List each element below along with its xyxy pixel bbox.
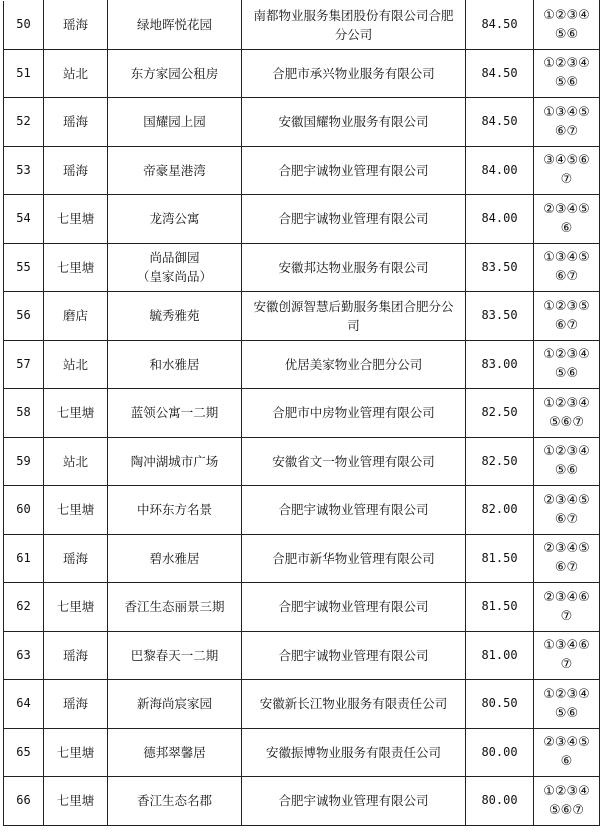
row-number: 50 bbox=[4, 1, 44, 50]
company-name-line: 合肥宇诚物业管理有限公司 bbox=[278, 502, 429, 518]
company-cell bbox=[242, 583, 466, 632]
community-name-cell bbox=[108, 777, 242, 826]
company-name-line: 安徽国耀物业服务有限公司 bbox=[278, 114, 429, 130]
codes-line: ③④⑤⑥ bbox=[543, 153, 590, 169]
row-number: 53 bbox=[4, 146, 44, 195]
codes-cell bbox=[534, 728, 600, 777]
codes-line: ①②③⑤ bbox=[543, 298, 590, 314]
community-name-line: 蓝领公寓一二期 bbox=[130, 405, 219, 421]
table-row bbox=[4, 292, 600, 341]
codes-cell bbox=[534, 243, 600, 292]
score-cell: 83.50 bbox=[466, 292, 534, 341]
row-number: 52 bbox=[4, 98, 44, 147]
codes-cell bbox=[534, 146, 600, 195]
community-name-line: 东方家园公租房 bbox=[130, 65, 219, 81]
company-cell bbox=[242, 728, 466, 777]
score-cell: 80.00 bbox=[466, 777, 534, 826]
table-row bbox=[4, 146, 600, 195]
company-cell bbox=[242, 486, 466, 535]
ranking-table bbox=[3, 0, 600, 826]
table-body bbox=[4, 1, 600, 826]
company-cell bbox=[242, 534, 466, 583]
area-cell: 瑶海 bbox=[44, 534, 108, 583]
codes-line: ①②③④ bbox=[543, 686, 590, 702]
community-name-cell bbox=[108, 437, 242, 486]
company-cell bbox=[242, 195, 466, 244]
codes-line: ⑤⑥ bbox=[554, 463, 579, 479]
community-name-line: 新海尚宸家园 bbox=[136, 696, 212, 712]
company-name-line: 优居美家物业合肥分公司 bbox=[284, 356, 423, 372]
company-cell bbox=[242, 680, 466, 729]
row-number: 61 bbox=[4, 534, 44, 583]
community-name-cell bbox=[108, 680, 242, 729]
score-cell: 84.50 bbox=[466, 1, 534, 50]
company-cell bbox=[242, 1, 466, 50]
row-number: 51 bbox=[4, 49, 44, 98]
table-row bbox=[4, 728, 600, 777]
area-cell: 瑶海 bbox=[44, 680, 108, 729]
row-number: 66 bbox=[4, 777, 44, 826]
community-name-cell bbox=[108, 195, 242, 244]
company-cell bbox=[242, 777, 466, 826]
codes-line: ①③④⑤ bbox=[543, 250, 590, 266]
community-name-cell bbox=[108, 728, 242, 777]
community-name-cell bbox=[108, 98, 242, 147]
table-row bbox=[4, 243, 600, 292]
area-cell: 七里塘 bbox=[44, 389, 108, 438]
codes-line: ①②③④ bbox=[543, 7, 590, 23]
company-cell bbox=[242, 146, 466, 195]
area-cell: 站北 bbox=[44, 49, 108, 98]
codes-cell bbox=[534, 98, 600, 147]
table-row bbox=[4, 49, 600, 98]
codes-cell bbox=[534, 437, 600, 486]
community-name-cell bbox=[108, 631, 242, 680]
community-name-line: 国耀园上园 bbox=[143, 114, 206, 130]
codes-line: ②③④⑤ bbox=[543, 201, 590, 217]
community-name-line: 毓秀雅苑 bbox=[149, 308, 200, 324]
codes-line: ⑥⑦ bbox=[554, 123, 579, 139]
community-name-line: 陶冲湖城市广场 bbox=[130, 453, 219, 469]
company-name-line: 司 bbox=[347, 317, 360, 333]
area-cell: 七里塘 bbox=[44, 486, 108, 535]
community-name-cell bbox=[108, 146, 242, 195]
codes-line: ②③④⑤ bbox=[543, 492, 590, 508]
codes-cell bbox=[534, 1, 600, 50]
community-name-cell bbox=[108, 583, 242, 632]
company-name-line: 安徽省文一物业管理有限公司 bbox=[272, 453, 435, 469]
score-cell: 82.00 bbox=[466, 486, 534, 535]
community-name-line: （皇家尚品） bbox=[136, 269, 212, 285]
area-cell: 瑶海 bbox=[44, 631, 108, 680]
community-name-line: 中环东方名景 bbox=[136, 502, 212, 518]
area-cell: 瑶海 bbox=[44, 146, 108, 195]
table-row bbox=[4, 583, 600, 632]
codes-cell bbox=[534, 49, 600, 98]
row-number: 60 bbox=[4, 486, 44, 535]
score-cell: 83.00 bbox=[466, 340, 534, 389]
community-name-line: 巴黎春天一二期 bbox=[130, 647, 219, 663]
codes-cell bbox=[534, 534, 600, 583]
row-number: 59 bbox=[4, 437, 44, 486]
table-row bbox=[4, 680, 600, 729]
table-row bbox=[4, 631, 600, 680]
community-name-cell bbox=[108, 389, 242, 438]
table-row bbox=[4, 195, 600, 244]
table-row bbox=[4, 340, 600, 389]
codes-cell bbox=[534, 340, 600, 389]
codes-cell bbox=[534, 583, 600, 632]
score-cell: 82.50 bbox=[466, 437, 534, 486]
codes-line: ⑤⑥ bbox=[554, 26, 579, 42]
codes-cell bbox=[534, 486, 600, 535]
score-cell: 81.50 bbox=[466, 583, 534, 632]
row-number: 56 bbox=[4, 292, 44, 341]
codes-line: ⑤⑥⑦ bbox=[549, 802, 584, 818]
codes-line: ①②③④ bbox=[543, 395, 590, 411]
codes-line: ①③④⑥ bbox=[543, 638, 590, 654]
area-cell: 站北 bbox=[44, 437, 108, 486]
score-cell: 81.00 bbox=[466, 631, 534, 680]
score-cell: 81.50 bbox=[466, 534, 534, 583]
codes-line: ②③④⑥ bbox=[543, 589, 590, 605]
community-name-cell bbox=[108, 1, 242, 50]
company-name-line: 安徽振博物业服务有限责任公司 bbox=[265, 744, 441, 760]
codes-line: ②③④⑤ bbox=[543, 541, 590, 557]
company-name-line: 合肥宇诚物业管理有限公司 bbox=[278, 647, 429, 663]
community-name-cell bbox=[108, 534, 242, 583]
codes-line: ①②③④ bbox=[543, 444, 590, 460]
company-name-line: 安徽创源智慧后勤服务集团合肥分公 bbox=[253, 298, 454, 314]
company-cell bbox=[242, 243, 466, 292]
codes-line: ⑦ bbox=[560, 657, 573, 673]
codes-line: ⑤⑥ bbox=[554, 366, 579, 382]
table-row bbox=[4, 777, 600, 826]
community-name-line: 德邦翠馨居 bbox=[143, 744, 206, 760]
company-name-line: 合肥宇诚物业管理有限公司 bbox=[278, 211, 429, 227]
codes-line: ①③④⑤ bbox=[543, 104, 590, 120]
company-name-line: 合肥市中房物业管理有限公司 bbox=[272, 405, 435, 421]
company-name-line: 安徽邦达物业服务有限公司 bbox=[278, 259, 429, 275]
company-cell bbox=[242, 631, 466, 680]
company-cell bbox=[242, 49, 466, 98]
codes-cell bbox=[534, 389, 600, 438]
community-name-cell bbox=[108, 49, 242, 98]
company-name-line: 合肥宇诚物业管理有限公司 bbox=[278, 162, 429, 178]
company-name-line: 合肥市承兴物业服务有限公司 bbox=[272, 65, 435, 81]
row-number: 58 bbox=[4, 389, 44, 438]
codes-line: ⑤⑥ bbox=[554, 75, 579, 91]
table-row bbox=[4, 98, 600, 147]
codes-line: ⑦ bbox=[560, 172, 573, 188]
company-name-line: 合肥市新华物业管理有限公司 bbox=[272, 550, 435, 566]
codes-line: ②③④⑤ bbox=[543, 735, 590, 751]
table-row bbox=[4, 437, 600, 486]
codes-cell bbox=[534, 680, 600, 729]
score-cell: 80.00 bbox=[466, 728, 534, 777]
codes-line: ⑥⑦ bbox=[554, 511, 579, 527]
company-cell bbox=[242, 389, 466, 438]
area-cell: 瑶海 bbox=[44, 98, 108, 147]
codes-line: ⑦ bbox=[560, 608, 573, 624]
company-cell bbox=[242, 98, 466, 147]
row-number: 65 bbox=[4, 728, 44, 777]
score-cell: 83.50 bbox=[466, 243, 534, 292]
score-cell: 80.50 bbox=[466, 680, 534, 729]
company-cell bbox=[242, 340, 466, 389]
company-cell bbox=[242, 437, 466, 486]
codes-line: ①②③④ bbox=[543, 56, 590, 72]
codes-line: ⑥ bbox=[560, 754, 573, 770]
codes-cell bbox=[534, 631, 600, 680]
codes-line: ⑤⑥⑦ bbox=[549, 414, 584, 430]
row-number: 62 bbox=[4, 583, 44, 632]
row-number: 63 bbox=[4, 631, 44, 680]
community-name-cell bbox=[108, 243, 242, 292]
community-name-line: 龙湾公寓 bbox=[149, 211, 200, 227]
company-name-line: 合肥宇诚物业管理有限公司 bbox=[278, 599, 429, 615]
community-name-cell bbox=[108, 340, 242, 389]
score-cell: 84.00 bbox=[466, 195, 534, 244]
community-name-cell bbox=[108, 486, 242, 535]
area-cell: 站北 bbox=[44, 340, 108, 389]
codes-line: ⑥⑦ bbox=[554, 317, 579, 333]
community-name-line: 香江生态丽景三期 bbox=[124, 599, 225, 615]
community-name-cell bbox=[108, 292, 242, 341]
area-cell: 七里塘 bbox=[44, 195, 108, 244]
codes-line: ⑤⑥ bbox=[554, 705, 579, 721]
community-name-line: 香江生态名郡 bbox=[136, 793, 212, 809]
company-name-line: 南都物业服务集团股份有限公司合肥 bbox=[253, 7, 454, 23]
area-cell: 七里塘 bbox=[44, 777, 108, 826]
codes-cell bbox=[534, 292, 600, 341]
table-row bbox=[4, 534, 600, 583]
codes-line: ①②③④ bbox=[543, 347, 590, 363]
row-number: 54 bbox=[4, 195, 44, 244]
score-cell: 84.00 bbox=[466, 146, 534, 195]
row-number: 64 bbox=[4, 680, 44, 729]
company-name-line: 安徽新长江物业服务有限责任公司 bbox=[259, 696, 448, 712]
score-cell: 82.50 bbox=[466, 389, 534, 438]
community-name-line: 绿地晖悦花园 bbox=[136, 17, 212, 33]
community-name-line: 和水雅居 bbox=[149, 356, 200, 372]
codes-line: ⑥⑦ bbox=[554, 560, 579, 576]
area-cell: 七里塘 bbox=[44, 583, 108, 632]
codes-cell bbox=[534, 777, 600, 826]
company-name-line: 分公司 bbox=[334, 26, 373, 42]
area-cell: 瑶海 bbox=[44, 1, 108, 50]
codes-line: ⑥ bbox=[560, 220, 573, 236]
codes-line: ⑥⑦ bbox=[554, 269, 579, 285]
table-row bbox=[4, 389, 600, 438]
company-name-line: 合肥宇诚物业管理有限公司 bbox=[278, 793, 429, 809]
codes-line: ①②③④ bbox=[543, 783, 590, 799]
community-name-line: 尚品御园 bbox=[149, 250, 200, 266]
company-cell bbox=[242, 292, 466, 341]
score-cell: 84.50 bbox=[466, 98, 534, 147]
area-cell: 磨店 bbox=[44, 292, 108, 341]
score-cell: 84.50 bbox=[466, 49, 534, 98]
table-row bbox=[4, 486, 600, 535]
area-cell: 七里塘 bbox=[44, 243, 108, 292]
codes-cell bbox=[534, 195, 600, 244]
table-row bbox=[4, 1, 600, 50]
row-number: 57 bbox=[4, 340, 44, 389]
community-name-line: 帝豪星港湾 bbox=[143, 162, 206, 178]
area-cell: 七里塘 bbox=[44, 728, 108, 777]
row-number: 55 bbox=[4, 243, 44, 292]
community-name-line: 碧水雅居 bbox=[149, 550, 200, 566]
